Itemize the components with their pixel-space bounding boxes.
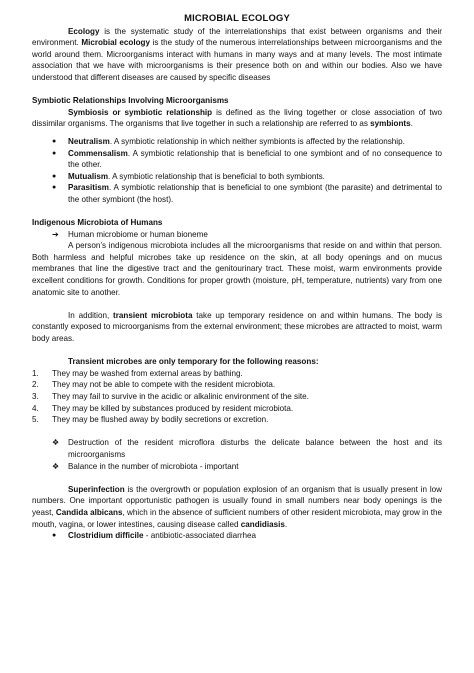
list-item: ● Commensalism. A symbiotic relationship that is beneficial to one symbiont and of no consequence to the other. xyxy=(52,148,442,170)
arrow-right-icon: ➔ xyxy=(52,229,59,239)
indigenous-heading: Indigenous Microbiota of Humans xyxy=(32,218,163,228)
list-item: 1. They may be washed from external areas by bathing. xyxy=(32,368,243,378)
term-candidiasis: candidiasis xyxy=(240,519,285,529)
list-item: ❖ Destruction of the resident microflora disturbs the delicate balance between the host and its microorganisms xyxy=(52,438,442,459)
term-symbiosis: Symbiosis or symbiotic relationship xyxy=(68,107,213,117)
bullet-icon: ● xyxy=(52,184,57,192)
list-item: 3. They may fail to survive in the acidic or alkalinic environment of the site. xyxy=(32,392,309,401)
bullet-icon: ● xyxy=(52,137,57,145)
arrow-list xyxy=(32,229,442,241)
list-item: ➔ Human microbiome or human bioneme xyxy=(52,229,208,239)
list-item: ● Mutualism. A symbiotic relationship that is beneficial to both symbionts. xyxy=(52,171,325,181)
term-ecology: Ecology xyxy=(68,26,100,36)
transient-heading: Transient microbes are only temporary for the following reasons: xyxy=(68,357,319,367)
list-item: ❖ Balance in the number of microbiota - important xyxy=(52,461,239,471)
list-item: 4. They may be killed by substances produced by resident microbiota. xyxy=(32,403,294,413)
list-item: 2. They may not be able to compete with the resident microbiota. xyxy=(32,380,276,390)
list-item: 5. They may be flushed away by bodily secretions or excretion. xyxy=(32,415,269,425)
symbiotic-heading: Symbiotic Relationships Involving Microorganisms xyxy=(32,96,229,106)
indigenous-paragraph: A person’s indigenous microbiota includes all the microorganisms that reside on and within that person. Both harmless and helpful microbes take up residence on the skin, at all body openings and on mucus membranes that line the digestive tract and the genitourinary tract. These moist, warm environments provide excellent conditions for growth. Conditions for proper growth (moisture, pH, temperature, nutrients) vary from one anatomic site to another. xyxy=(32,241,442,297)
bullet-icon: ● xyxy=(52,149,57,157)
bullet-icon: ● xyxy=(52,172,57,180)
symbiosis-paragraph: Symbiosis or symbiotic relationship is defined as the living together or close association of two dissimilar organisms. The organisms that live together in such a relationship are referred to as symbionts. xyxy=(32,107,442,129)
notes-list xyxy=(32,437,442,472)
list-item: ● Clostridium difficile - antibiotic-associated diarrhea xyxy=(52,531,257,541)
intro-paragraph: Ecology is the systematic study of the interrelationships that exist between organisms and their environment. Microbial ecology is the study of the numerous interrelationships between microorganisms and the world around them. Microorganisms interact with humans in many ways and at many levels. The most intimate association that we have with microorganisms is their presence both on and within our bodies. Also we have understood that different diseases are caused by specific diseases xyxy=(32,26,442,82)
superinfection-paragraph: Superinfection is the overgrowth or population explosion of an organism that is usually present in low numbers. One important opportunistic pathogen is usually found in small numbers near body openings is the yeast, Candida albicans, which in the absence of sufficient numbers of other resident microbiota, may grow in the mouth, vagina, or lower intestines, causing disease called candidiasis. xyxy=(32,484,442,529)
diamond-bullet-icon: ❖ xyxy=(52,438,60,448)
symbiosis-types-list xyxy=(32,136,442,206)
term-symbionts: symbionts xyxy=(370,119,411,129)
term-microbial-ecology: Microbial ecology xyxy=(81,38,150,48)
transient-reasons-list xyxy=(32,368,442,426)
diamond-bullet-icon: ❖ xyxy=(52,461,60,471)
transient-paragraph: In addition, transient microbiota take up temporary residence on and within humans. The body is constantly exposed to microorganisms from the external environment; these microbes are attracted to moist, warm body areas. xyxy=(32,310,442,344)
bullet-icon: ● xyxy=(52,532,57,540)
term-superinfection: Superinfection xyxy=(68,484,125,494)
term-transient-microbiota: transient microbiota xyxy=(113,310,193,320)
term-candida-albicans: Candida albicans xyxy=(55,507,123,517)
list-item: ● Parasitism. A symbiotic relationship that is beneficial to one symbiont (the parasite) and detrimental to the other symbiont (the host). xyxy=(52,183,442,204)
list-item: ● Neutralism. A symbiotic relationship in which neither symbionts is affected by the relationship. xyxy=(52,136,405,146)
superinfection-list xyxy=(32,530,442,542)
document-title: MICROBIAL ECOLOGY xyxy=(184,12,290,23)
